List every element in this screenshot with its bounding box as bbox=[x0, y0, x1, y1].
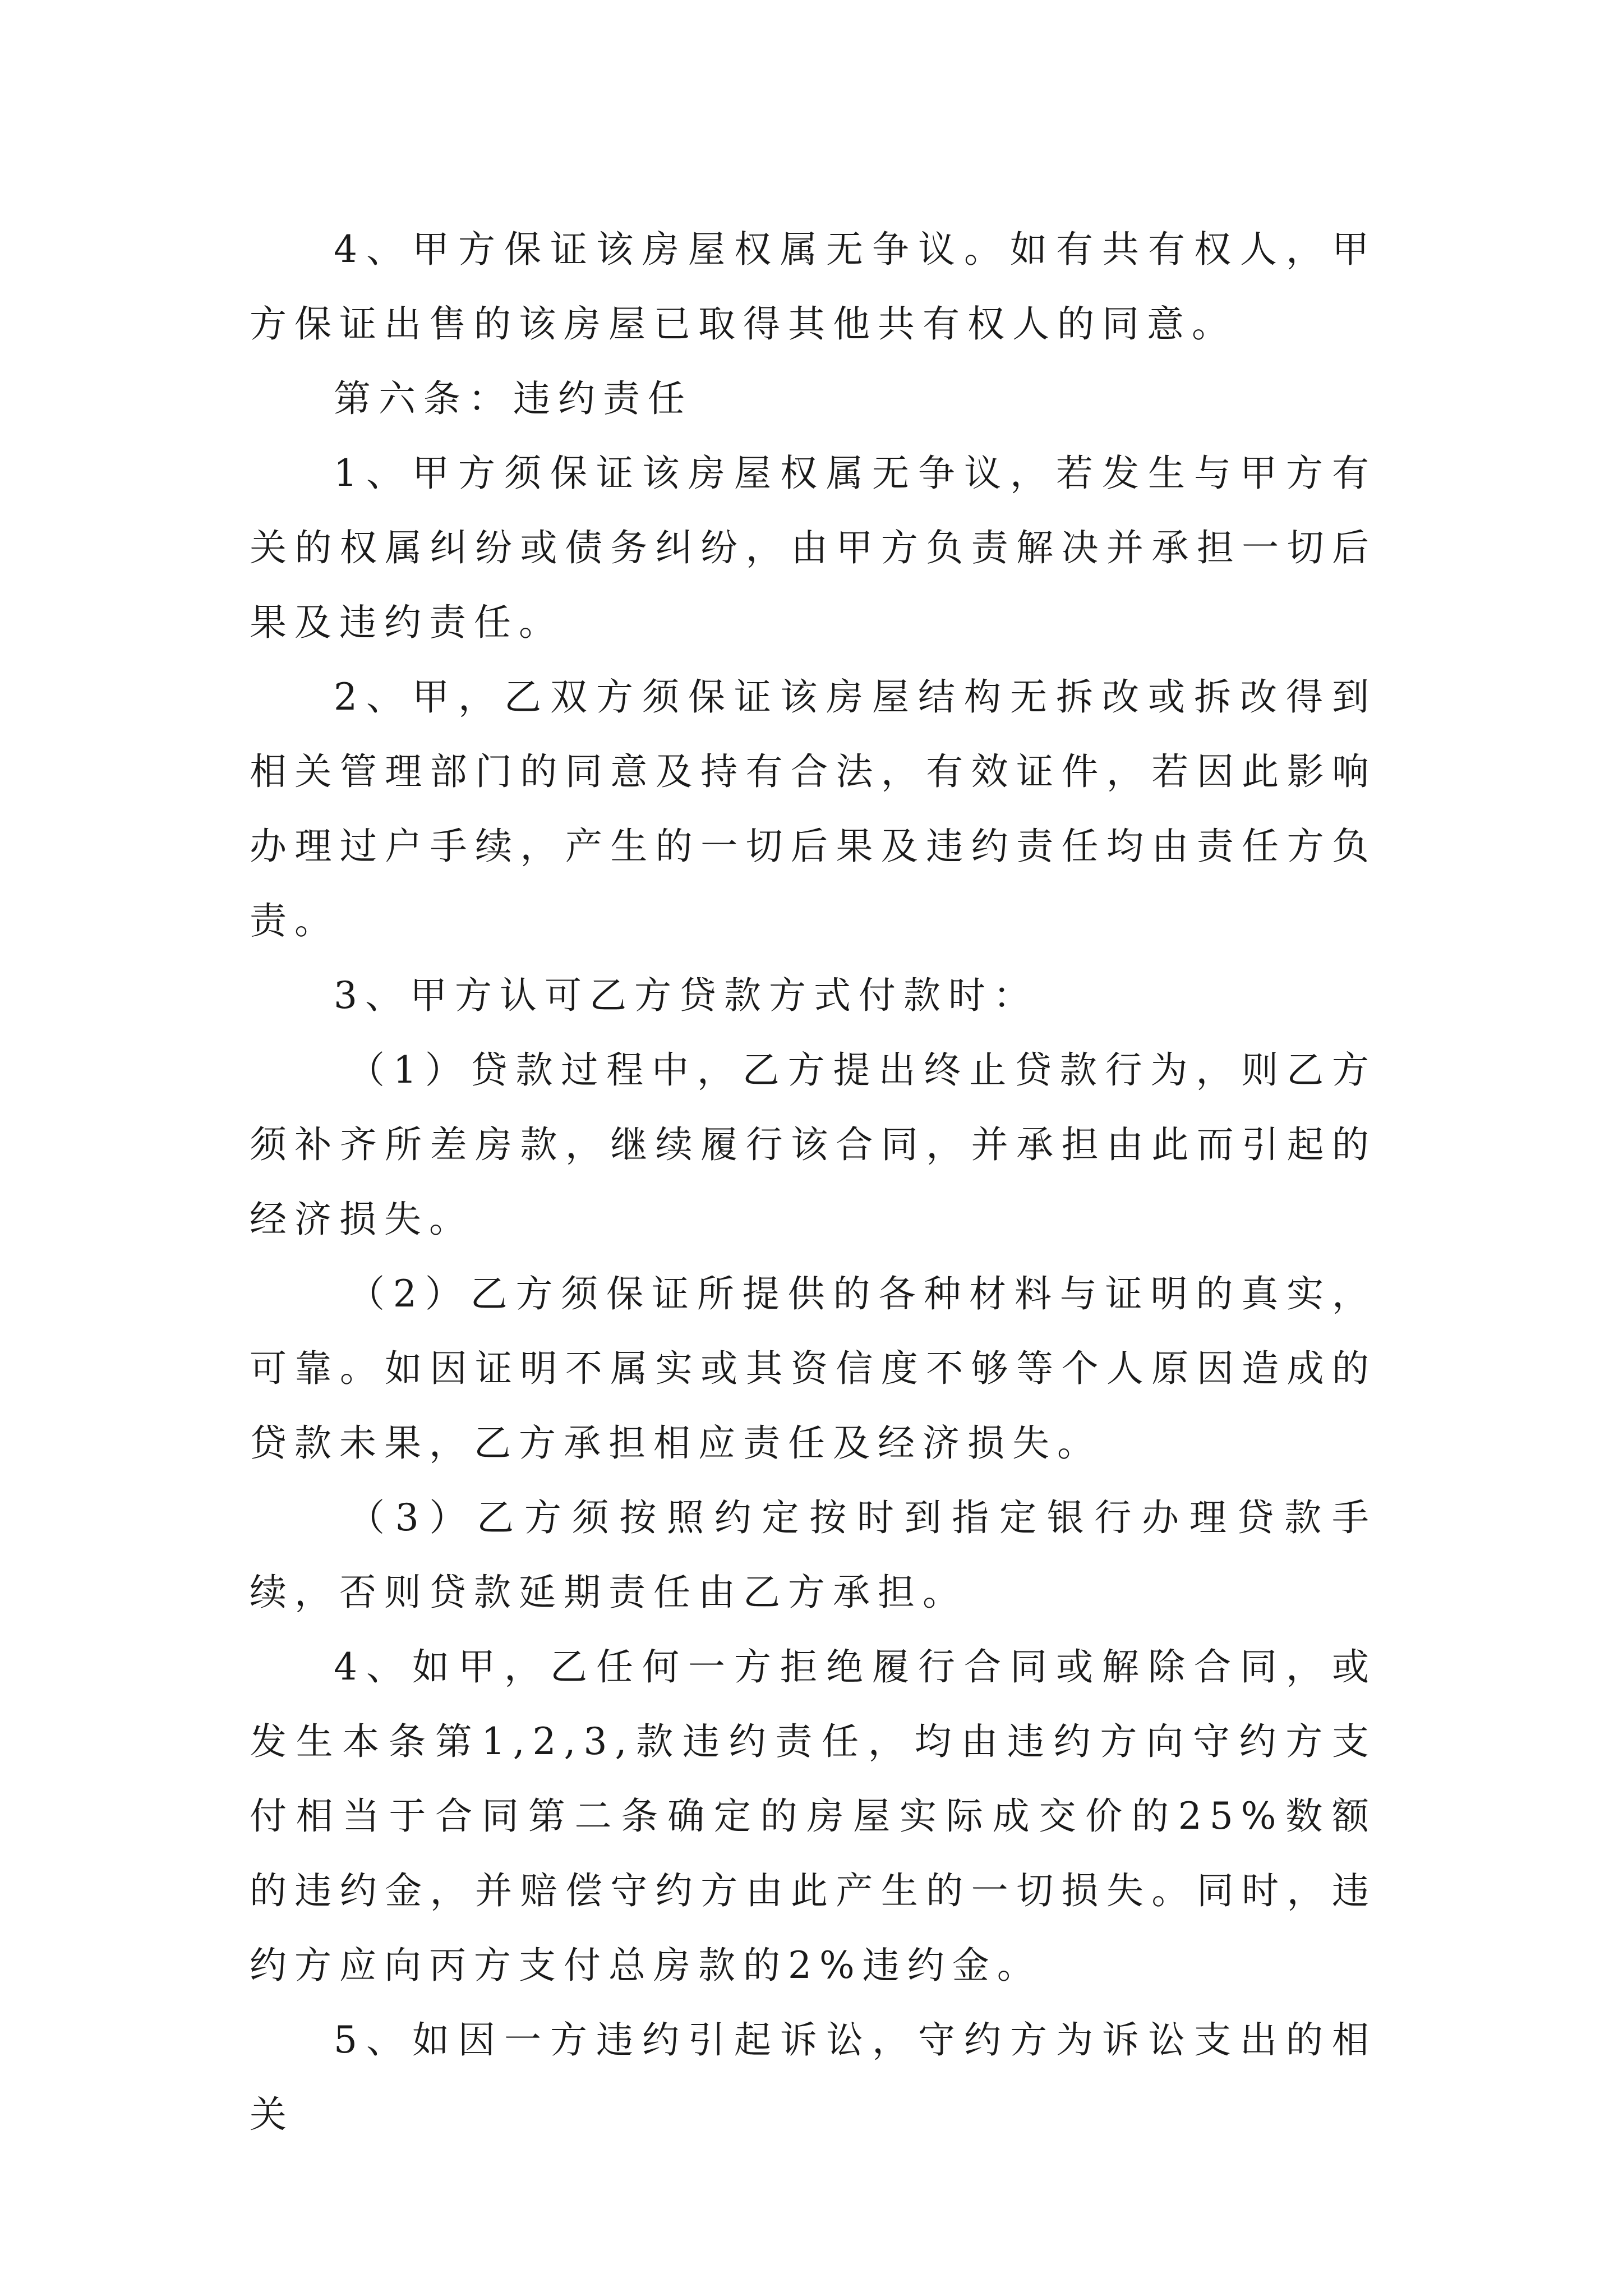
clause-6-item-3-sub-2: （2）乙方须保证所提供的各种材料与证明的真实，可靠。如因证明不属实或其资信度不够等个人原因造成的贷款未果，乙方承担相应责任及经济损失。 bbox=[250, 1272, 1377, 1465]
clause-6-item-5: 5、如因一方违约引起诉讼，守约方为诉讼支出的相关 bbox=[250, 2018, 1377, 2136]
clause-6-item-4: 4、如甲，乙任何一方拒绝履行合同或解除合同，或发生本条第1,2,3,款违约责任，均由违约方向守约方支付相当于合同第二条确定的房屋实际成交价的25%数额的违约金，并赔偿守约方由此产生的一切损失。同时，违约方应向丙方支付总房款的2%违约金。 bbox=[250, 1645, 1377, 1987]
clause-6-item-3-sub-3: （3）乙方须按照约定按时到指定银行办理贷款手续，否则贷款延期责任由乙方承担。 bbox=[250, 1496, 1377, 1614]
clause-5-item-4: 4、甲方保证该房屋权属无争议。如有共有权人，甲方保证出售的该房屋已取得其他共有权人的同意。 bbox=[250, 228, 1377, 346]
clause-6-item-3: 3、甲方认可乙方贷款方式付款时： bbox=[334, 974, 1038, 1017]
document-body bbox=[250, 212, 1377, 2152]
clause-6-item-2: 2、甲，乙双方须保证该房屋结构无拆改或拆改得到相关管理部门的同意及持有合法，有效证件，若因此影响办理过户手续，产生的一切后果及违约责任均由责任方负责。 bbox=[250, 675, 1377, 942]
clause-6-item-3-sub-1: （1）贷款过程中，乙方提出终止贷款行为，则乙方须补齐所差房款，继续履行该合同，并承担由此而引起的经济损失。 bbox=[250, 1048, 1377, 1241]
clause-6-item-1: 1、甲方须保证该房屋权属无争议，若发生与甲方有关的权属纠纷或债务纠纷，由甲方负责解决并承担一切后果及违约责任。 bbox=[250, 452, 1377, 644]
article-6-heading: 第六条：违约责任 bbox=[334, 377, 693, 420]
